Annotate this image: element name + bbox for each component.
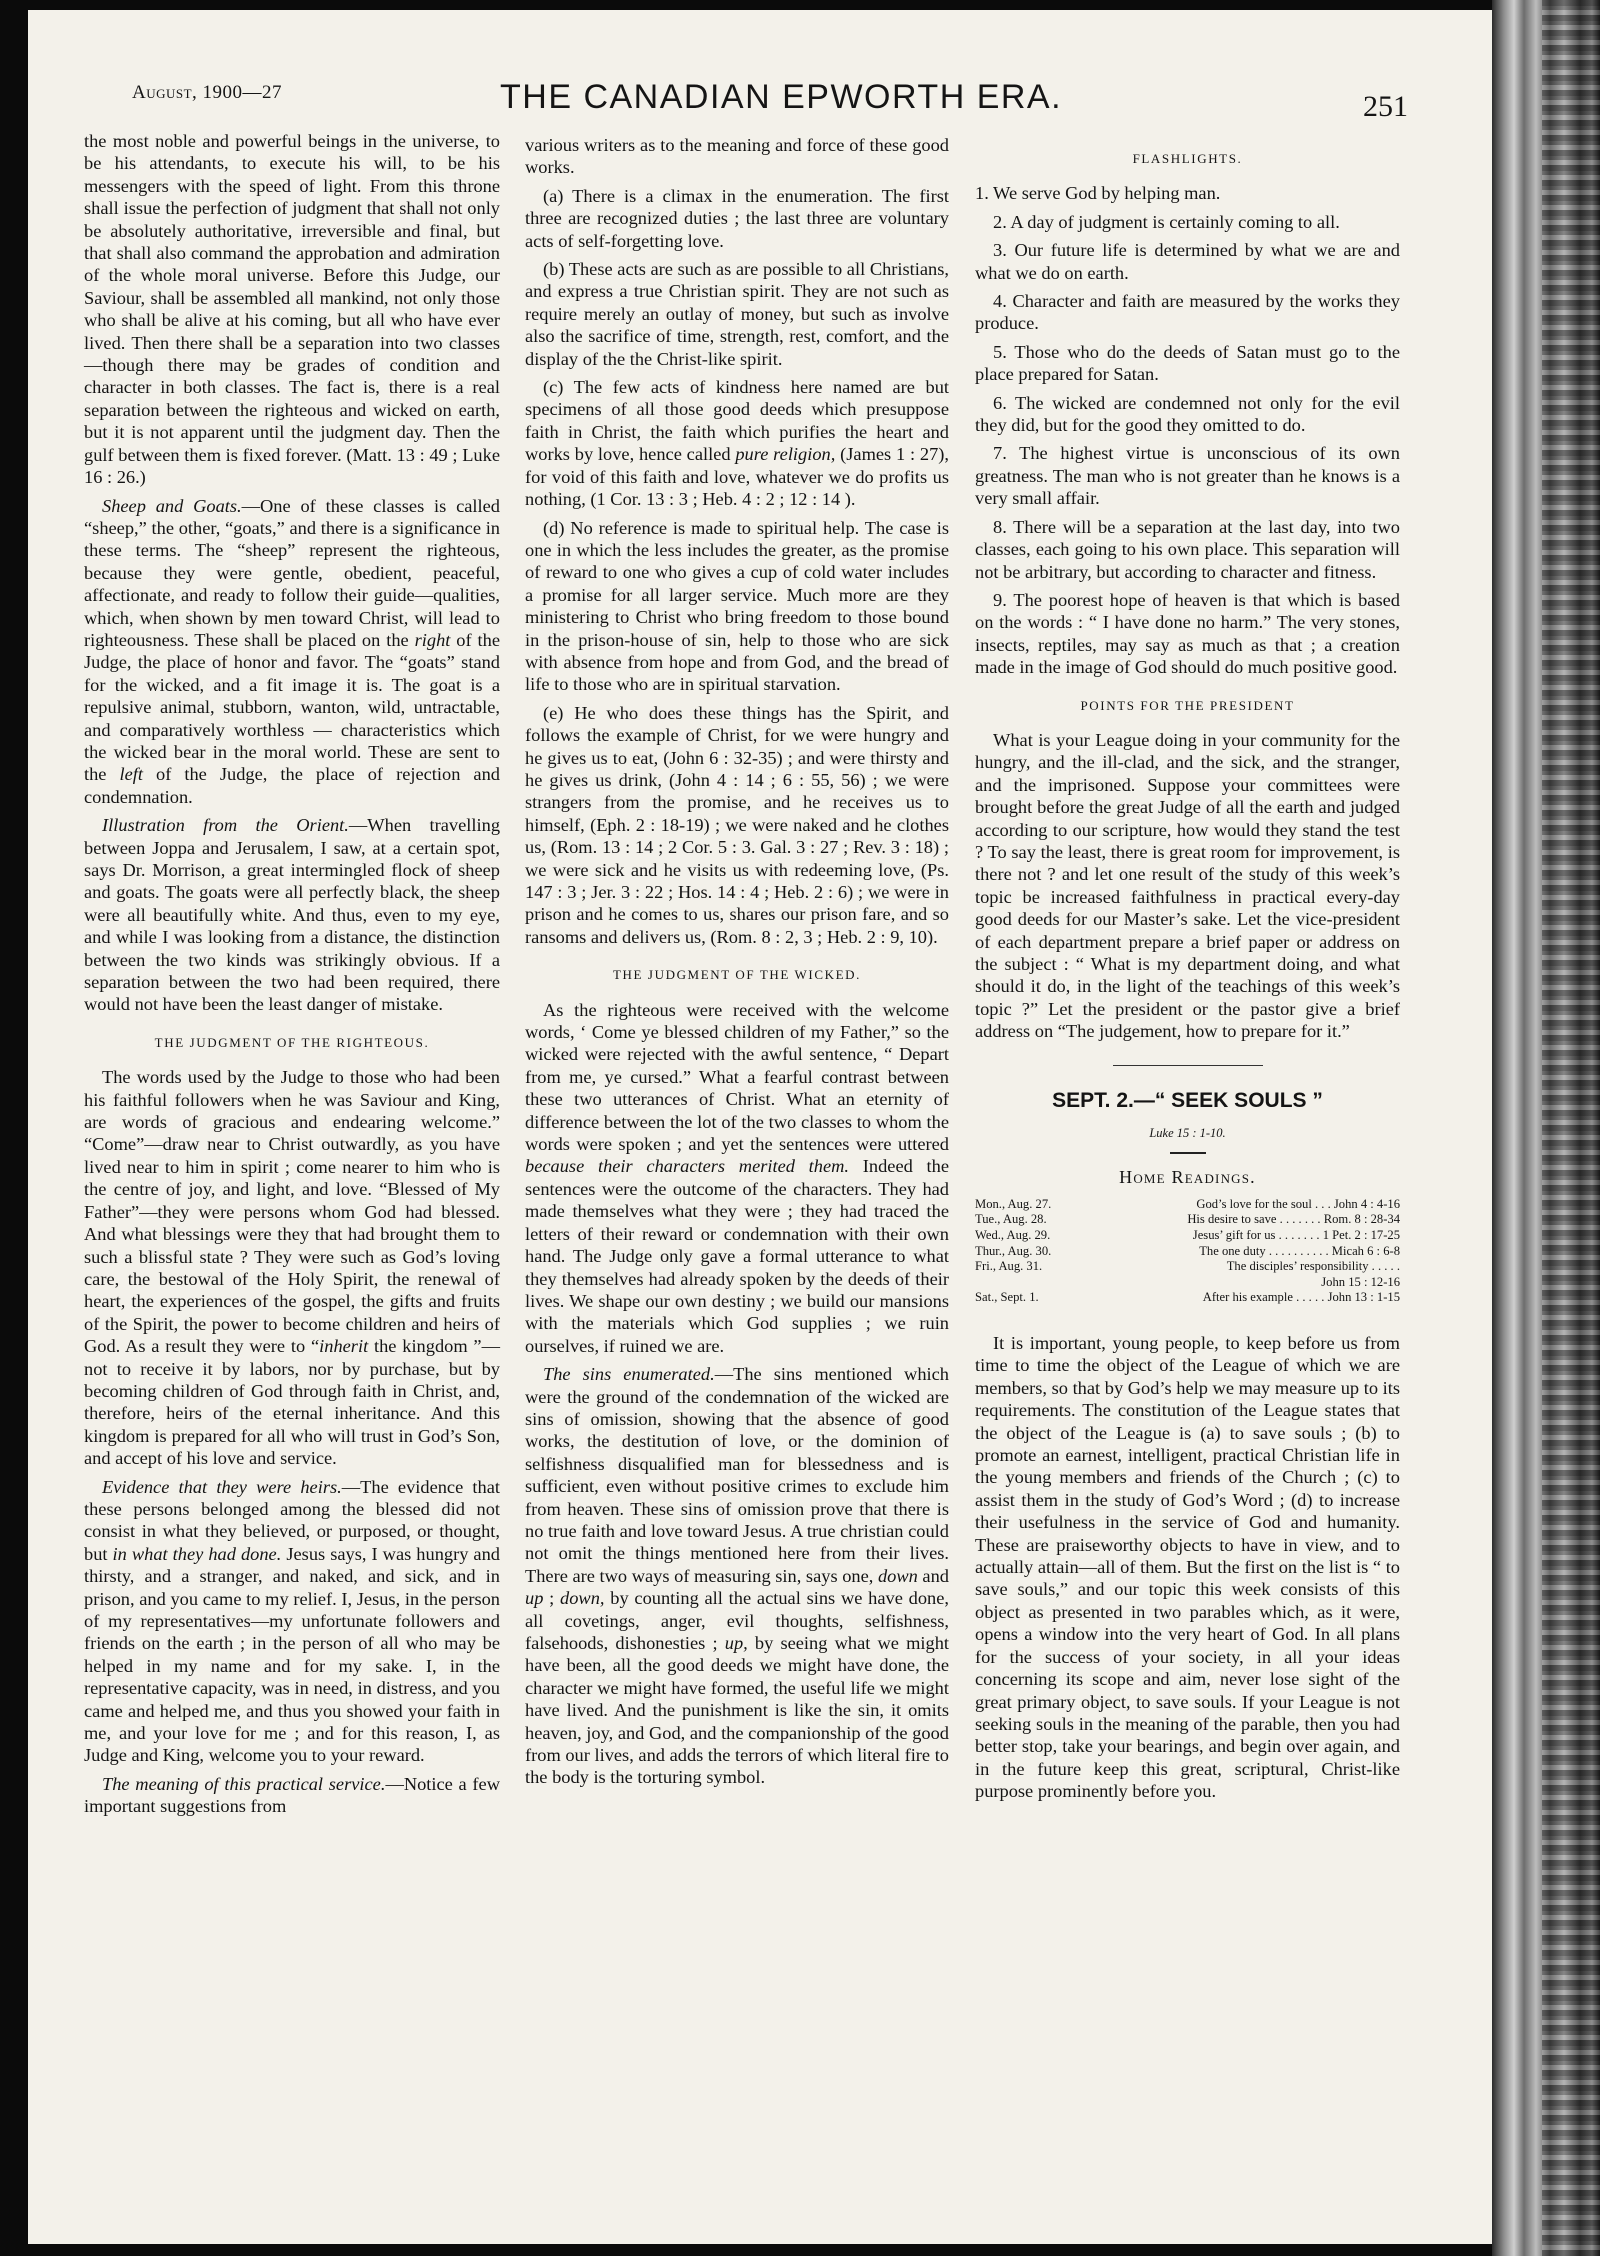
text: ; (543, 1588, 561, 1609)
divider (1170, 1152, 1206, 1154)
text: by counting all the actual sins we have done, all covetings, anger, evil thoughts, selfishness, falsehoods, dishonesties ; (525, 1588, 949, 1653)
emphasis: up (525, 1588, 544, 1609)
reading-text: God’s love for the soul . . . John 4 : 4-16 (1196, 1196, 1400, 1211)
text: (James 1 : 27), for void of this faith and love, whatever we do profits us nothing, (1 Cor. 13 : 3 ; Heb. 4 : 2 ; 12 : 14 ). (525, 444, 950, 510)
section-heading-president: POINTS FOR THE PRESIDENT (1080, 697, 1295, 713)
run-in-heading: Sheep and Goats. (102, 495, 242, 516)
reading-day: Mon., Aug. 27. (975, 1196, 1052, 1211)
reading-text: After his example . . . . . John 13 : 1-15 (1202, 1290, 1400, 1305)
reading-day: Fri., Aug. 31. (975, 1259, 1043, 1274)
run-in-heading: The meaning of this practical service. (102, 1773, 386, 1794)
header-title: THE CANADIAN EPWORTH ERA. (500, 78, 1063, 116)
text: of the Judge, the place of honor and favor. The “goats” stand for the wicked, and a fit image it is. The goat is a repulsive animal, stubborn, wanton, wild, untractable, and comparatively worthless — characteristics which the wicked bear in the moral world. These are sent to the (84, 629, 500, 785)
column-3 (975, 148, 1400, 1809)
emphasis: because their characters merited them. (525, 1156, 850, 1177)
reading-day (975, 1275, 1103, 1291)
reading-text: His desire to save . . . . . . . Rom. 8 : 28-34 (1187, 1212, 1400, 1227)
reading-text: John 15 : 12-16 (1321, 1274, 1400, 1289)
section-heading: THE JUDGMENT OF THE WICKED. (613, 967, 861, 983)
reading-text: The disciples’ responsibility . . . . . (1226, 1259, 1400, 1274)
emphasis: in what they had done. (112, 1543, 282, 1564)
text: As the righteous were received with the welcome words, ‘ Come ye blessed children of my Father,” so the wicked were rejected with the awful sentence, “ Depart from me, ye cursed.” What a fearful contrast between these two utterances of Christ. What an eternity of difference between the lot of the two classes to whom the words were spoken ; and yet the sentences were uttered (525, 999, 949, 1155)
paragraph-a: (a) There is a climax in the enumeration. The first three are recognized duties ; the last three are voluntary acts of self-forgetting love. (525, 185, 949, 251)
emphasis: pure religion, (735, 444, 836, 465)
flashlight-item: 6. The wicked are condemned not only for the evil they did, but for the good they omitted to do. (975, 392, 1400, 436)
emphasis: inherit (319, 1336, 369, 1357)
run-in-heading: Evidence that they were heirs. (102, 1476, 342, 1497)
paragraph-orient (84, 814, 500, 1016)
flashlight-item: 8. There will be a separation at the last day, into two classes, each going to his own place. This separation will not be arbitrary, but according to character and fitness. (975, 516, 1400, 582)
paragraph-judgment-wicked (525, 999, 949, 1358)
flashlight-item: 2. A day of judgment is certainly coming to all. (993, 211, 1340, 232)
text: The words used by the Judge to those who had been his faithful followers when he was Saviour and King, are words of gracious and endearing welcome.” “Come”—draw near to Christ outwardly, as you have lived near to him in spirit ; come nearer to him who is the centre of joy, and light, and love. “Blessed of My Father”—they were persons whom God had blessed. And what blessings were they that had brought them to such a blissful state ? They were such as God’s loving care, the bestowal of the Holy Spirit, the renewal of heart, the experiences of the gospel, the gifts and fruits of the Spirit, the power to become children and heirs of God. As a result they were to “ (84, 1067, 500, 1357)
flashlight-item: 4. Character and faith are measured by the works they produce. (975, 291, 1400, 334)
text: of the Judge, the place of rejection and condemnation. (84, 764, 500, 807)
reading-day: Tue., Aug. 28. (975, 1212, 1047, 1227)
emphasis: down (877, 1565, 918, 1586)
text: —Notice a few important suggestions from (84, 1773, 501, 1817)
paragraph-b: (b) These acts are such as are possible to all Christians, and express a true Christian spirit. They are not such as require merely an outlay of money, but such as involve also the sacrifice of time, strength, rest, comfort, and the display of the the Christ-like spirit. (525, 259, 949, 369)
text: by seeing what we might have been, all the good deeds we might have done, the character we might have formed, the useful life we might have lived. And the punishment is like the sin, it omits heaven, joy, and God, and the companionship of the good from our lives, and adds the terrors of which literal fire to the body is the torturing symbol. (525, 1633, 950, 1788)
paragraph-c (525, 376, 949, 510)
home-readings-table (975, 1197, 1400, 1306)
text: and (917, 1565, 949, 1586)
header-date: August, 1900—27 (132, 82, 283, 103)
home-readings-heading: Home Readings. (1119, 1167, 1256, 1188)
lesson-reference: Luke 15 : 1-10. (1149, 1126, 1226, 1141)
text: —The sins mentioned which were the ground of the condemnation of the wicked are sins of omission, showing that the absence of good works, the destitution of love, or the dominion of selfishness disqualified man for blessedness and is sufficient, even without positive crimes to exclude him from heaven. These sins of omission prove that there is no true faith and love toward Jesus. A true christian could not omit the things mentioned here from their lives. There are two ways of measuring sin, says one, (525, 1364, 949, 1586)
reading-day: Wed., Aug. 29. (975, 1228, 1051, 1243)
text: —The evidence that these persons belonged among the blessed did not consist in what they believed, or purposed, or thought, but (84, 1476, 500, 1564)
divider (1113, 1065, 1263, 1066)
page-number: 251 (1363, 90, 1408, 123)
paragraph-seek-souls: It is important, young people, to keep before us from time to time the object of the League of which we are members, so that by God’s help we may measure up to its requirements. The constitution of the League states that the object of the League is (a) to save souls ; (b) to promote an earnest, intelligent, practical Christian life in the young members and friends of the Church ; (c) to assist them in the study of God’s Word ; (d) to increase their usefulness in the service of God and humanity. These are praiseworthy objects to have in view, and to actually attain—all of them. But the first on the list is “ to save souls,” and our topic this week consists of this object as presented in two parables which, as it were, opens a window into the very heart of God. In all plans for the success of your society, in all your ideas concerning its scope and aim, never lose sight of the great primary object, to save souls. If your League is not seeking souls in the meaning of the parable, then you had better stop, take your bearings, and begin over again, and in the future keep this great, scriptural, Christ-like purpose prominently before you. (975, 1333, 1400, 1802)
flashlight-item: 7. The highest virtue is unconscious of its own greatness. The man who is not greater than he knows is a very small affair. (975, 443, 1400, 509)
run-in-heading: Illustration from the Orient. (102, 815, 349, 836)
lesson-title: SEPT. 2.—“ SEEK SOULS ” (1052, 1088, 1323, 1112)
paragraph-judgment-righteous (84, 1066, 500, 1469)
paragraph: the most noble and powerful beings in the universe, to be his attendants, to execute his will, to be his messengers with the speed of light. From this throne shall issue the perfection of judgment that shall not only be absolutely authoritative, irreversible and final, but that shall also command the approbation and admiration of the whole moral universe. Before this Judge, our Saviour, shall be assembled all mankind, not only those who shall be alive at his coming, but all who have ever lived. Then there shall be a separation into two classes—though there may be grades of condition and character in both classes. The fact is, there is a real separation between the righteous and wicked on earth, but it is not apparent until the judgment day. Then the gulf between them is fixed forever. (Matt. 13 : 49 ; Luke 16 : 26.) (84, 131, 500, 488)
paragraph-sheep-goats (84, 495, 500, 809)
paragraph-president: What is your League doing in your community for the hungry, and the ill-clad, and the sick, and the stranger, and the imprisoned. Suppose your committees were brought before the great Judge of all the earth and judged according to our scripture, how would they stand the test ? To say the least, there is great room for improvement, is there not ? and let one result of the study of this week’s topic be increased faithfulness in practical every-day good deeds for our Master’s sake. Let the vice-president of each department prepare a brief paper or address on the subject : “ What is my department doing, and what should it do, in the light of the teachings of this week’s topic ?” Let the president or the pastor give a brief address on “The judgement, how to prepare for it.” (975, 729, 1400, 1042)
book-binding-edge (1492, 0, 1600, 2256)
run-in-heading: The sins enumerated. (543, 1364, 715, 1385)
paragraph-sins (525, 1363, 949, 1789)
flashlight-item: 5. Those who do the deeds of Satan must go to the place prepared for Satan. (975, 341, 1400, 385)
table-row (975, 1228, 1400, 1244)
emphasis: down, (560, 1588, 605, 1609)
paragraph-meaning (84, 1773, 500, 1818)
reading-day: Sat., Sept. 1. (975, 1290, 1039, 1305)
flashlight-item: 3. Our future life is determined by what we are and what we do on earth. (975, 240, 1400, 283)
emphasis: left (119, 764, 143, 785)
table-row (975, 1275, 1400, 1291)
text: —One of these classes is called “sheep,” the other, “goats,” and there is a significance in these terms. The “sheep” represent the righteous, because they were gentle, obedient, peaceful, affectionate, and ready to follow their guide—qualities, which, when shown by men toward Christ, will lead to righteousness. These shall be placed on the (84, 495, 500, 650)
paragraph-evidence (84, 1476, 500, 1767)
paragraph: various writers as to the meaning and force of these good works. (525, 135, 949, 178)
text: —When travelling between Joppa and Jerusalem, I saw, at a certain spot, says Dr. Morrison, a great intermingled flock of sheep and goats. The goats were all perfectly black, the sheep were all beautifully white. And thus, even to my eye, and while I was looking from a distance, the distinction between the two kinds was strikingly obvious. If a separation between the two had been required, there would not have been the least danger of mistake. (84, 815, 501, 1015)
paragraph-d: (d) No reference is made to spiritual help. The case is one in which the less includes the greater, as the promise of reward to one who gives a cup of cold water includes a promise for all larger service. Much more are they ministering to Christ who bring freedom to those bound in the prison-house of sin, help to those who are sick with absence from hope and from God, and the bread of life to those who are in spiritual starvation. (525, 517, 949, 695)
text: Indeed the sentences were the outcome of the characters. They had made themselves what they were ; they had traced the letters of their reward or condemnation with their own hand. The Judge only gave a formal utterance to what they themselves had already spoken by the deeds of their lives. We shape our own destiny ; we build our mansions with the materials which God supplies ; we ruin ourselves, if ruined we are. (525, 1156, 949, 1356)
column-1 (84, 130, 500, 1824)
table-row (975, 1212, 1400, 1228)
reading-day: Thur., Aug. 30. (975, 1243, 1052, 1258)
paragraph-e: (e) He who does these things has the Spirit, and follows the example of Christ, for we were hungry and he gives us to eat, (John 6 : 32-35) ; and were thirsty and he gives us drink, (John 4 : 14 ; 6 : 55, 56) ; we were strangers from the promise, and he receives us to himself, (Eph. 2 : 18-19) ; we were naked and he clothes us, (Rom. 13 : 14 ; 2 Cor. 5 : 3. Gal. 3 : 27 ; Rev. 3 : 18) ; we were sick and he visits us with redeeming love, (Ps. 147 : 3 ; Jer. 3 : 22 ; Hos. 14 : 4 ; Heb. 2 : 6) ; we were in prison and he comes to us, shares our prison fare, and so ransoms and delivers us, (Rom. 8 : 2, 3 ; Heb. 2 : 9, 10). (525, 702, 949, 947)
emphasis: right (414, 629, 451, 650)
flashlight-item: 1. We serve God by helping man. (975, 183, 1221, 204)
text: (c) The few acts of kindness here named are but specimens of all those good deeds which presuppose faith in Christ, the faith which purifies the heart and works by love, hence called (525, 377, 949, 465)
section-heading: THE JUDGMENT OF THE RIGHTEOUS. (154, 1034, 430, 1050)
reading-text: The one duty . . . . . . . . . . Micah 6 : 6-8 (1199, 1243, 1400, 1258)
text: the kingdom ”—not to receive it by labors, nor by purchase, but by becoming children of God through faith in Christ, and, therefore, heirs of the eternal inheritance. And this kingdom is prepared for all who will trust in God’s Son, and accept of his love and service. (84, 1336, 500, 1469)
table-row (975, 1290, 1400, 1306)
emphasis: up, (724, 1633, 748, 1653)
table-row (975, 1259, 1400, 1275)
flashlight-item: 9. The poorest hope of heaven is that which is based on the words : “ I have done no harm.” The very stones, insects, reptiles, may say as much as that ; a creation made in the image of God should do much positive good. (975, 589, 1400, 678)
text: Jesus says, I was hungry and thirsty, and a stranger, and naked, and sick, and in prison, and you came to my relief. I, Jesus, in the person of my representatives—my unfortunate followers and friends on the earth ; in the person of all who may be helped in my name and for my sake. I, in the representative capacity, was in need, in distress, and you came and helped me, and thus you showed your faith in me, and your love for me ; and for this reason, I, as Judge and King, welcome you to your reward. (84, 1543, 500, 1766)
reading-text: Jesus’ gift for us . . . . . . . 1 Pet. 2 : 17-25 (1192, 1228, 1400, 1243)
column-2 (525, 134, 949, 1795)
table-row (975, 1244, 1400, 1260)
section-heading-flashlights: FLASHLIGHTS. (1132, 151, 1243, 166)
table-row (975, 1197, 1400, 1213)
